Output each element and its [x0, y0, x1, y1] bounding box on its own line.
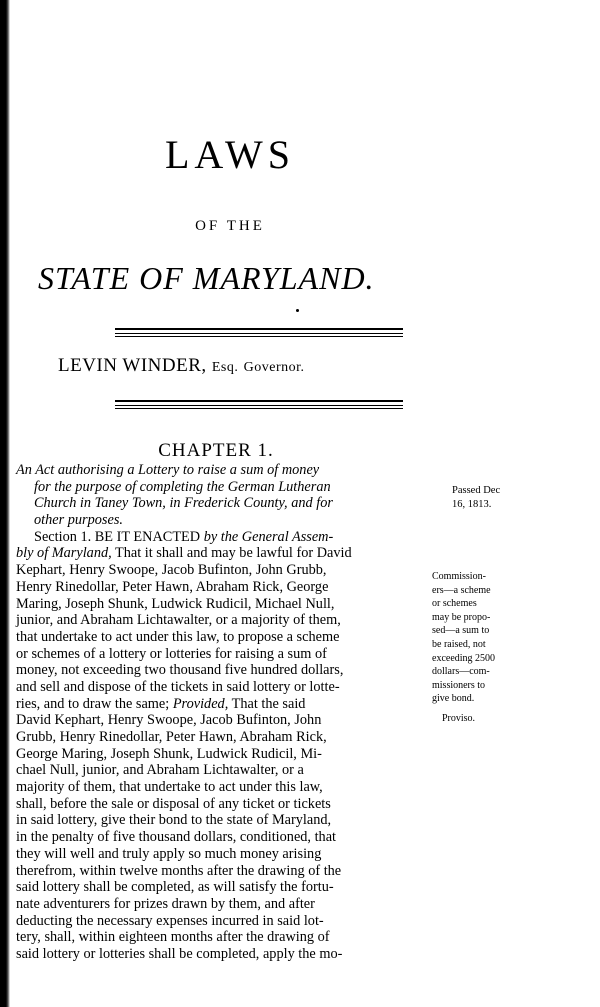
enact-italic: by the General Assem- [203, 528, 334, 545]
proviso-line [16, 696, 423, 713]
proviso-word: Provided, [172, 695, 229, 712]
body-line: that undertake to act under this law, to propose a scheme [16, 628, 340, 645]
body-line: tery, shall, within eighteen months after the drawing of [16, 929, 330, 946]
body-line: deducting the necessary expenses incurred in said lot- [16, 912, 324, 929]
body-line: in the penalty of five thousand dollars, conditioned, that [16, 829, 337, 846]
title-of-the: OF THE [195, 218, 265, 234]
governor-line [58, 355, 418, 377]
act-title-line: Church in Taney Town, in Frederick County, and for [34, 495, 333, 512]
body-line: Henry Rinedollar, Peter Hawn, Abraham Rick, George [16, 578, 329, 595]
sidenote-commissioners [432, 570, 552, 706]
body-line [16, 545, 423, 562]
enact-rest: That it shall and may be lawful for David [111, 545, 352, 562]
sidenote-line: sed—a sum to [432, 625, 490, 637]
body-line: money, not exceeding two thousand five hundred dollars, [16, 662, 344, 679]
body-line: Kephart, Henry Swoope, Jacob Bufinton, John Grubb, [16, 562, 327, 579]
sidenote-line: exceeding 2500 [432, 652, 496, 664]
body-line: said lottery shall be completed, as will satisfy the fortu- [16, 879, 334, 896]
body-line: chael Null, junior, and Abraham Lichtawalter, or a [16, 762, 304, 779]
sidenote-line: be raised, not [432, 638, 486, 650]
act-title-line: An Act authorising a Lottery to raise a sum of money [16, 462, 320, 478]
body-line: they will well and truly apply so much money arising [16, 845, 322, 862]
body-line: in said lottery, give their bond to the state of Maryland, [16, 812, 332, 829]
sidenote-passed [452, 484, 572, 511]
double-rule-top [115, 328, 403, 334]
sidenote-line: ers—a scheme [432, 584, 491, 596]
sidenote-line: or schemes [432, 598, 477, 610]
body-line: Grubb, Henry Rinedollar, Peter Hawn, Abraham Rick, [16, 729, 327, 745]
act-title-line: for the purpose of completing the German Lutheran [34, 478, 331, 495]
body-line: majority of them, that undertake to act under this law, [16, 779, 323, 796]
body-line: George Maring, Joseph Shunk, Ludwick Rudicil, Mi- [16, 745, 322, 762]
proviso-start: ries, and to draw the same; [16, 695, 173, 712]
body-line: nate adventurers for prizes drawn by them, and after [16, 895, 315, 912]
ink-speck [296, 309, 299, 312]
enacting-clause [16, 529, 423, 546]
body-line: and sell and dispose of the tickets in said lottery or lotte- [16, 678, 340, 695]
act-title-line: other purposes. [34, 512, 123, 529]
sidenote-line: may be propo- [432, 611, 491, 623]
chapter-body [16, 462, 423, 963]
title-state: STATE OF MARYLAND. [38, 260, 375, 296]
governor-name: LEVIN WINDER, [58, 355, 207, 376]
sidenote-line: missioners to [432, 679, 486, 691]
body-line: Maring, Joseph Shunk, Ludwick Rudicil, Michael Null, [16, 595, 335, 612]
sidenote-line: give bond. [432, 693, 475, 705]
body-line: junior, and Abraham Lichtawalter, or a majority of them, [16, 612, 341, 629]
chapter-heading: CHAPTER 1. [158, 440, 274, 461]
page-title: LAWS [164, 132, 296, 177]
governor-title: Governor. [243, 360, 305, 375]
body-line: therefrom, within twelve months after the drawing of the [16, 862, 342, 879]
double-rule-bottom [115, 400, 403, 406]
governor-esq: Esq. [211, 360, 239, 375]
proviso-rest: That the said [228, 695, 306, 712]
sidenote-line: dollars—com- [432, 666, 490, 678]
sidenote-proviso: Proviso. [442, 713, 476, 724]
enact-start: Section 1. BE IT ENACTED [34, 528, 204, 545]
body-line: David Kephart, Henry Swoope, Jacob Bufinton, John [16, 712, 322, 729]
body-line: said lottery or lotteries shall be completed, apply the mo- [16, 945, 343, 962]
sidenote-line: 16, 1813. [452, 498, 492, 510]
sidenote-line: Commission- [432, 571, 486, 582]
body-line: or schemes of a lottery or lotteries for raising a sum of [16, 645, 327, 662]
body-line: shall, before the sale or disposal of any ticket or tickets [16, 795, 331, 812]
enact-assembly: bly of Maryland, [16, 545, 112, 562]
sidenote-line: Passed Dec [452, 485, 501, 496]
